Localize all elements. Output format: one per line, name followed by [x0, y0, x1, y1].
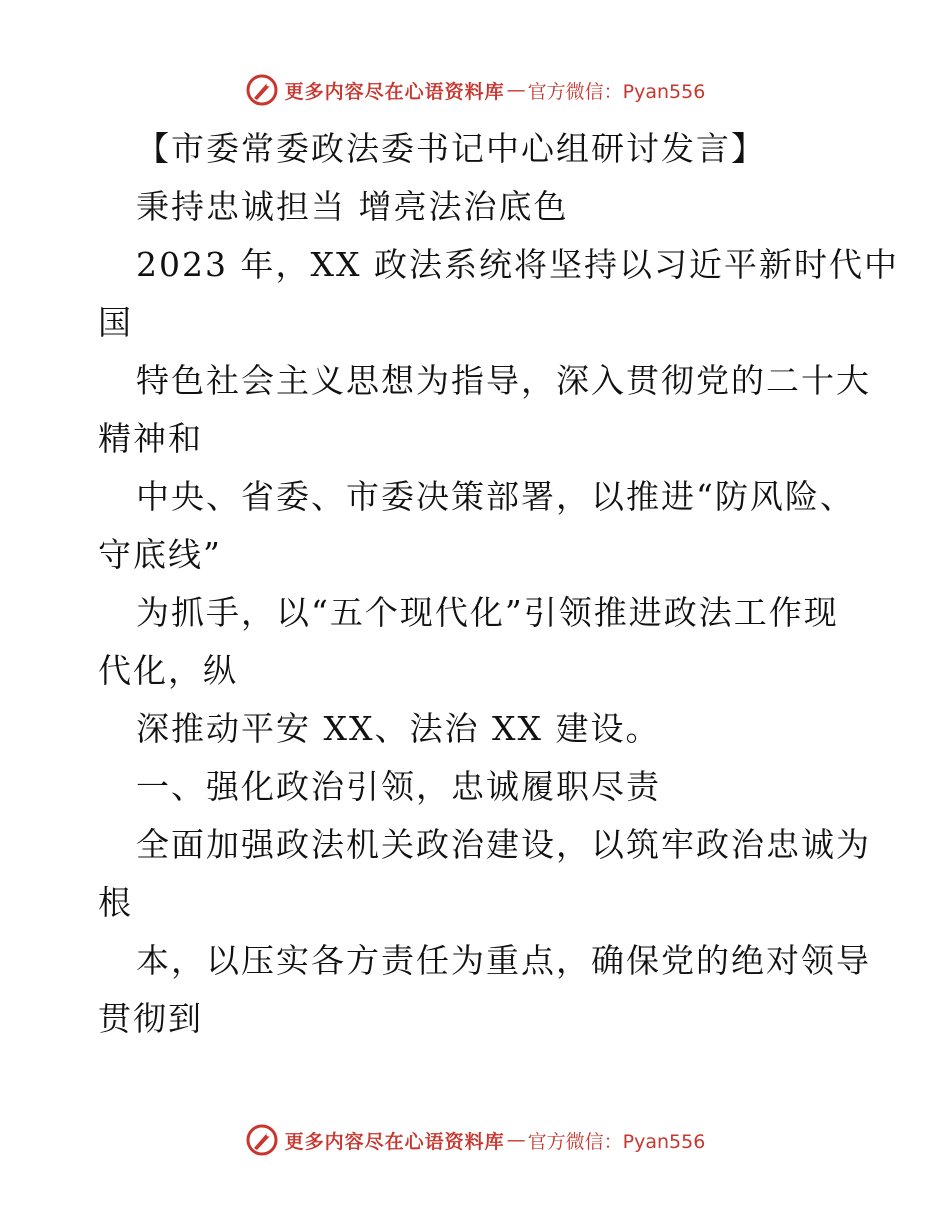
pen-nib-logo-icon	[245, 1123, 279, 1157]
header-watermark	[0, 70, 950, 110]
paragraph-line: 特色社会主义思想为指导，深入贯彻党的二十大	[136, 361, 871, 400]
pen-nib-logo-icon	[245, 73, 279, 107]
section-heading: 一、强化政治引领，忠诚履职尽责	[136, 767, 661, 806]
paragraph-line: 守底线”	[98, 535, 222, 574]
footer-watermark	[0, 1120, 950, 1160]
watermark-brand-text: 更多内容尽在心语资料库	[284, 1130, 505, 1153]
paragraph-line: 2023 年，XX 政法系统将坚持以习近平新时代中	[136, 245, 899, 284]
paragraph-line: 代化，纵	[98, 651, 238, 690]
paragraph-line: 深推动平安 XX、法治 XX 建设。	[136, 709, 661, 748]
paragraph-line: 全面加强政法机关政治建设，以筑牢政治忠诚为	[136, 825, 871, 864]
watermark-contact-text: 官方微信：Pyan556	[527, 1130, 706, 1153]
document-title: 【市委常委政法委书记中心组研讨发言】	[136, 129, 766, 168]
watermark-separator: —	[506, 79, 526, 101]
paragraph-line: 本，以压实各方责任为重点，确保党的绝对领导	[136, 941, 871, 980]
document-body	[98, 120, 899, 1048]
watermark-separator: —	[506, 1129, 526, 1151]
watermark-brand-text: 更多内容尽在心语资料库	[284, 80, 505, 103]
paragraph-line: 根	[98, 883, 133, 922]
paragraph-line: 中央、省委、市委决策部署，以推进“防风险、	[136, 477, 855, 516]
paragraph-line: 为抓手，以“五个现代化”引领推进政法工作现	[136, 593, 839, 632]
document-subtitle: 秉持忠诚担当 增亮法治底色	[136, 187, 569, 226]
watermark-contact-text: 官方微信：Pyan556	[527, 80, 706, 103]
paragraph-line: 贯彻到	[98, 999, 203, 1038]
paragraph-line: 精神和	[98, 419, 203, 458]
paragraph-line: 国	[98, 303, 133, 342]
